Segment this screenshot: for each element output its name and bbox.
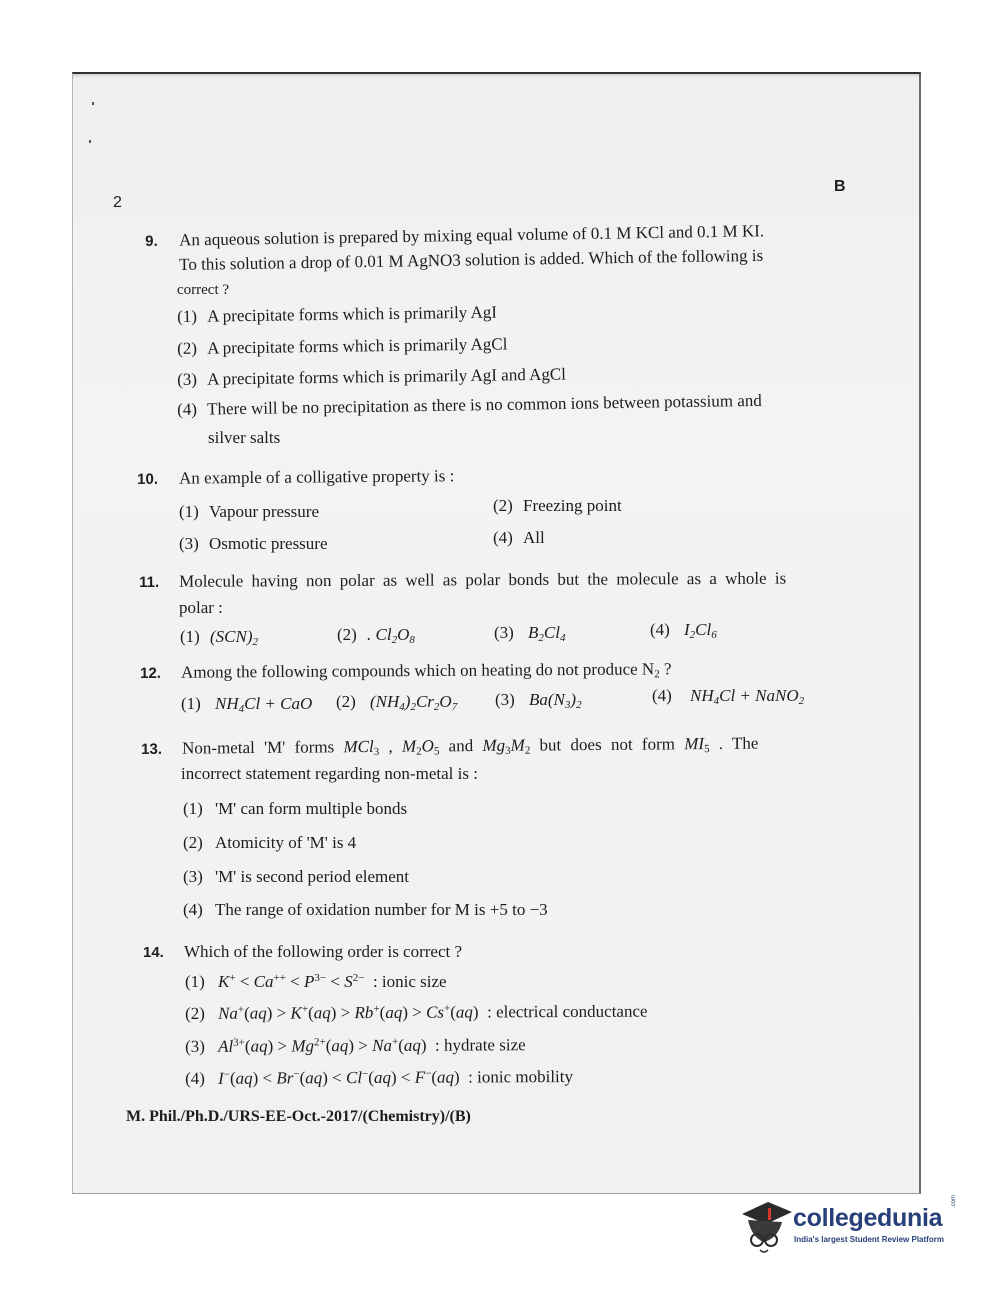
option bbox=[652, 686, 804, 706]
margin-mark bbox=[89, 140, 91, 143]
logo-wordmark: collegedunia bbox=[793, 1204, 943, 1232]
question-14 bbox=[143, 941, 462, 964]
option-number: (2) bbox=[185, 1003, 205, 1023]
collegedunia-logo bbox=[738, 1194, 968, 1258]
option-number: (2) bbox=[337, 625, 357, 644]
question-number: 11. bbox=[139, 573, 160, 591]
option-text: Osmotic pressure bbox=[209, 534, 328, 553]
option bbox=[185, 972, 447, 992]
option-number: (1) bbox=[183, 799, 203, 818]
option-number: (2) bbox=[493, 496, 513, 515]
option bbox=[183, 833, 356, 853]
option-text: I−(aq) < Br−(aq) < Cl−(aq) < F−(aq) : ionic mobility bbox=[217, 1066, 574, 1088]
option-text: A precipitate forms which is primarily AgI bbox=[206, 302, 498, 326]
question-10 bbox=[137, 465, 454, 491]
footer-code: M. Phil./Ph.D./URS-EE-Oct.-2017/(Chemistry)/(B) bbox=[126, 1108, 471, 1125]
question-number: 9. bbox=[145, 232, 158, 250]
question-11 bbox=[139, 568, 786, 594]
option bbox=[179, 502, 319, 522]
option bbox=[336, 692, 457, 712]
question-11-line-1: Molecule having non polar as well as polar bonds but the molecule as a whole is bbox=[179, 568, 787, 591]
question-13-line-1: Non-metal 'M' forms MCl$_3$ , $M_2O_5$ and $Mg_3M_2$ but does not form $MI_5$ . The bbox=[182, 733, 759, 758]
page-number: 2 bbox=[113, 194, 122, 211]
option-number: (4) bbox=[652, 686, 672, 705]
option-text: $NH_4Cl$ + CaO bbox=[215, 694, 313, 715]
option bbox=[181, 694, 312, 714]
option bbox=[180, 627, 258, 647]
option-number: (2) bbox=[183, 833, 203, 852]
option-text: $Ba(N_3)_2$ bbox=[529, 690, 582, 711]
option-text: $Al^{3+}(aq) > Mg^{2+}(aq) > Na^+(aq)$ : hydrate size bbox=[217, 1035, 526, 1056]
option-text: $I_2Cl_6$ bbox=[684, 620, 717, 641]
option bbox=[493, 496, 622, 516]
option-text: All bbox=[523, 528, 545, 547]
option-number: (3) bbox=[494, 623, 514, 642]
question-10-line-1: An example of a colligative property is : bbox=[179, 466, 455, 488]
option-text: Na+(aq) > K+(aq) > Rb+(aq) > Cs+(aq) : electrical conductance bbox=[217, 1001, 648, 1023]
option-text: The range of oxidation number for M is +5 to −3 bbox=[215, 900, 548, 919]
option-text: $(SCN)_2$ bbox=[210, 627, 258, 648]
option-number: (1) bbox=[185, 972, 205, 991]
option-text: 'M' can form multiple bonds bbox=[215, 799, 408, 818]
option-number: (3) bbox=[177, 369, 198, 389]
scan-top-shadow bbox=[72, 72, 921, 78]
option bbox=[493, 528, 545, 548]
logo-suffix: .com bbox=[951, 1194, 957, 1208]
option-number: (3) bbox=[185, 1036, 205, 1056]
option-number: (2) bbox=[336, 692, 356, 711]
option-text: $(NH_4)_2Cr_2O_7$ bbox=[370, 692, 458, 713]
question-number: 12. bbox=[140, 664, 161, 682]
question-12 bbox=[140, 658, 672, 685]
option-text: There will be no precipitation as there is no common ions between potassium and bbox=[206, 390, 762, 419]
option bbox=[183, 867, 409, 887]
question-9-line-2: To this solution a drop of 0.01 M AgNO3 solution is added. Which of the following is bbox=[179, 245, 764, 274]
option-text: . $Cl_2O_8$ bbox=[367, 625, 415, 646]
option-text: Vapour pressure bbox=[209, 502, 319, 521]
option-number: (4) bbox=[650, 620, 670, 639]
option-number: (1) bbox=[179, 502, 199, 521]
option bbox=[183, 900, 548, 920]
option-number: (1) bbox=[181, 694, 201, 713]
question-12-line-1: Among the following compounds which on heating do not produce $N_2$ ? bbox=[181, 659, 672, 682]
option bbox=[185, 1035, 526, 1057]
question-14-line-1: Which of the following order is correct ? bbox=[184, 942, 463, 961]
option bbox=[179, 534, 328, 554]
option bbox=[183, 799, 407, 819]
option-number: (3) bbox=[179, 534, 199, 553]
option-text: $B_2Cl_4$ bbox=[528, 623, 566, 644]
option-number: (1) bbox=[180, 627, 200, 646]
option-text: Freezing point bbox=[523, 496, 622, 515]
option-number: (3) bbox=[495, 690, 515, 709]
option-continuation: silver salts bbox=[208, 428, 281, 447]
question-13-line-2: incorrect statement regarding non-metal is : bbox=[181, 764, 478, 783]
option-number: (4) bbox=[177, 399, 198, 419]
margin-mark bbox=[92, 102, 94, 105]
option-number: (3) bbox=[183, 867, 203, 886]
question-11-line-2: polar : bbox=[179, 598, 223, 617]
option-number: (2) bbox=[177, 338, 198, 358]
option-number: (4) bbox=[185, 1068, 205, 1088]
question-number: 10. bbox=[137, 470, 159, 488]
option-text: A precipitate forms which is primarily AgCl bbox=[206, 334, 508, 358]
option bbox=[650, 620, 717, 640]
option-number: (4) bbox=[493, 528, 513, 547]
option-text: A precipitate forms which is primarily AgI and AgCl bbox=[206, 364, 567, 389]
option-text: 'M' is second period element bbox=[215, 867, 410, 886]
option-text: Atomicity of 'M' is 4 bbox=[215, 833, 357, 852]
logo-tagline: India's largest Student Review Platform bbox=[794, 1235, 944, 1244]
option bbox=[185, 1002, 648, 1024]
option-text: $NH_4Cl$ + NaNO$_2$ bbox=[690, 686, 805, 707]
option bbox=[185, 1067, 573, 1089]
option-text: $K^+ < Ca^{++} < P^{3-} < S^{2-}$ : ionic size bbox=[218, 972, 447, 991]
question-9-line-1: An aqueous solution is prepared by mixing equal volume of 0.1 M KCl and 0.1 M KI. bbox=[179, 221, 765, 250]
option-number: (1) bbox=[177, 306, 198, 326]
graduate-mascot-icon bbox=[738, 1198, 794, 1258]
question-number: 14. bbox=[143, 944, 164, 961]
question-9-line-3: correct ? bbox=[177, 282, 230, 298]
question-number: 13. bbox=[141, 740, 163, 758]
option bbox=[494, 623, 565, 643]
option bbox=[337, 625, 415, 645]
set-code: B bbox=[834, 178, 846, 195]
option-number: (4) bbox=[183, 900, 203, 919]
option bbox=[495, 690, 582, 710]
